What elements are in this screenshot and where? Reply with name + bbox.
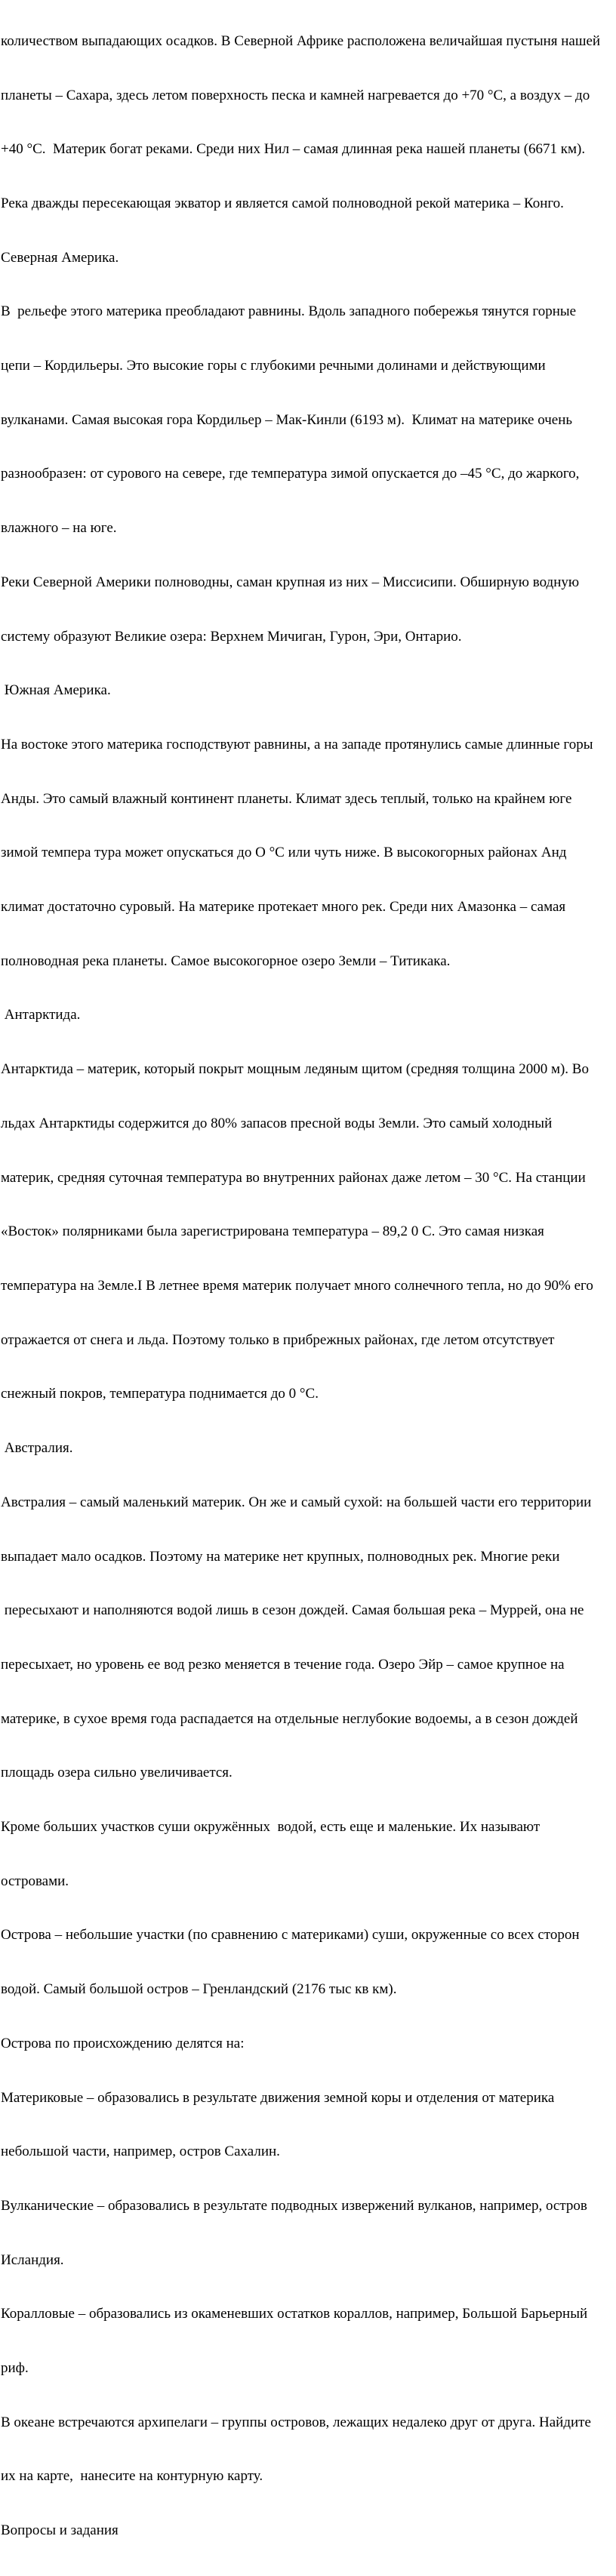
text-line: Река дважды пересекающая экватор и является самой полноводной рекой материка – Конго. <box>1 195 564 211</box>
text-line: зимой темпера тура может опускаться до О °С или чуть ниже. В высокогорных районах Анд <box>1 845 567 861</box>
text-line: материк, средняя суточная температура во внутренних районах даже летом – 30 °С. На станции <box>1 1169 586 1186</box>
text-line: небольшой части, например, остров Сахалин. <box>1 2144 280 2160</box>
text-line: разнообразен: от сурового на севере, где температура зимой опускается до –45 °С, до жаркого, <box>1 466 580 482</box>
text-line: выпадает мало осадков. Поэтому на материке нет крупных, полноводных рек. Многие реки <box>1 1548 560 1565</box>
text-line: систему образуют Великие озера: Верхнем Мичиган, Гурон, Эри, Онтарио. <box>1 628 462 645</box>
section-heading-questions: Вопросы и задания <box>1 2522 119 2539</box>
text-line: льдах Антарктиды содержится до 80% запасов пресной воды Земли. Это самый холодный <box>1 1115 553 1131</box>
text-line: площадь озера сильно увеличивается. <box>1 1765 233 1781</box>
text-line: климат достаточно суровый. На материке протекает много рек. Среди них Амазонка – самая <box>1 899 566 916</box>
text-line: материке, в сухое время года распадается на отдельные неглубокие водоемы, а в сезон дождей <box>1 1710 578 1727</box>
text-line: В рельефе этого материка преобладают равнины. Вдоль западного побережья тянутся горные <box>1 303 577 320</box>
document-text <box>1 0 614 2576</box>
text-line: Коралловые – образовались из окаменевших остатков кораллов, например, Большой Барьерный <box>1 2306 588 2322</box>
text-line: +40 °С. Материк богат реками. Среди них Нил – самая длинная река нашей планеты (6671 км). <box>1 141 586 158</box>
text-line: Материковые – образовались в результате движения земной коры и отделения от материка <box>1 2089 555 2106</box>
text-line: температура на Земле.I В летнее время материк получает много солнечного тепла, но до 90% его <box>1 1277 593 1294</box>
text-line: вулканами. Самая высокая гора Кордильер – Мак-Кинли (6193 м). Климат на материке очень <box>1 411 573 428</box>
text-line: В океане встречаются архипелаги – группы островов, лежащих недалеко друг от друга. Найдите <box>1 2414 591 2430</box>
text-line: Исландия. <box>1 2251 64 2268</box>
text-line: водой. Самый большой остров – Гренландский (2176 тыс кв км). <box>1 1981 397 1998</box>
text-line: отражается от снега и льда. Поэтому только в прибрежных районах, где летом отсутствует <box>1 1331 555 1348</box>
text-line: риф. <box>1 2360 29 2377</box>
text-line: Острова – небольшие участки (по сравнению с материками) суши, окруженные со всех сторон <box>1 1927 580 1944</box>
text-line: Вулканические – образовались в результате подводных извержений вулканов, например, остров <box>1 2197 587 2214</box>
text-line: Австралия – самый маленький материк. Он же и самый сухой: на большей части его территории <box>1 1494 592 1510</box>
text-line: снежный покров, температура поднимается до 0 °С. <box>1 1386 319 1402</box>
text-line: Реки Северной Америки полноводны, саман крупная из них – Миссисипи. Обширную водную <box>1 574 580 590</box>
text-line: полноводная река планеты. Самое высокогорное озеро Земли – Титикака. <box>1 953 451 969</box>
text-line: На востоке этого материка господствуют равнины, а на западе протянулись самые длинные горы <box>1 736 593 752</box>
text-line: количеством выпадающих осадков. В Северной Африке расположена величайшая пустыня нашей <box>1 32 601 49</box>
section-heading-north-america: Северная Америка. <box>1 249 119 266</box>
text-line: планеты – Сахара, здесь летом поверхность песка и камней нагревается до +70 °С, а воздух – до <box>1 87 590 103</box>
text-line: пересыхает, но уровень ее вод резко меняется в течение года. Озеро Эйр – самое крупное на <box>1 1656 565 1673</box>
text-line: цепи – Кордильеры. Это высокие горы с глубокими речными долинами и действующими <box>1 358 546 374</box>
text-line: их на карте, нанесите на контурную карту. <box>1 2468 263 2485</box>
section-heading-australia: Австралия. <box>1 1440 73 1457</box>
section-heading-antarctica: Антарктида. <box>1 1007 81 1023</box>
text-line: пересыхают и наполняются водой лишь в сезон дождей. Самая большая река – Муррей, она не <box>1 1602 584 1619</box>
text-line: Кроме больших участков суши окружённых водой, есть еще и маленькие. Их называют <box>1 1819 541 1836</box>
text-line: Острова по происхождению делятся на: <box>1 2035 245 2051</box>
text-line: «Восток» полярниками была зарегистрирована температура – 89,2 0 С. Это самая низкая <box>1 1223 544 1240</box>
text-line: Антарктида – материк, который покрыт мощным ледяным щитом (средняя толщина 2000 м). Во <box>1 1061 589 1078</box>
section-heading-south-america: Южная Америка. <box>1 682 111 699</box>
text-line: Анды. Это самый влажный континент планеты. Климат здесь теплый, только на крайнем юге <box>1 790 572 807</box>
text-line: влажного – на юге. <box>1 520 117 537</box>
text-line: островами. <box>1 1873 69 1889</box>
